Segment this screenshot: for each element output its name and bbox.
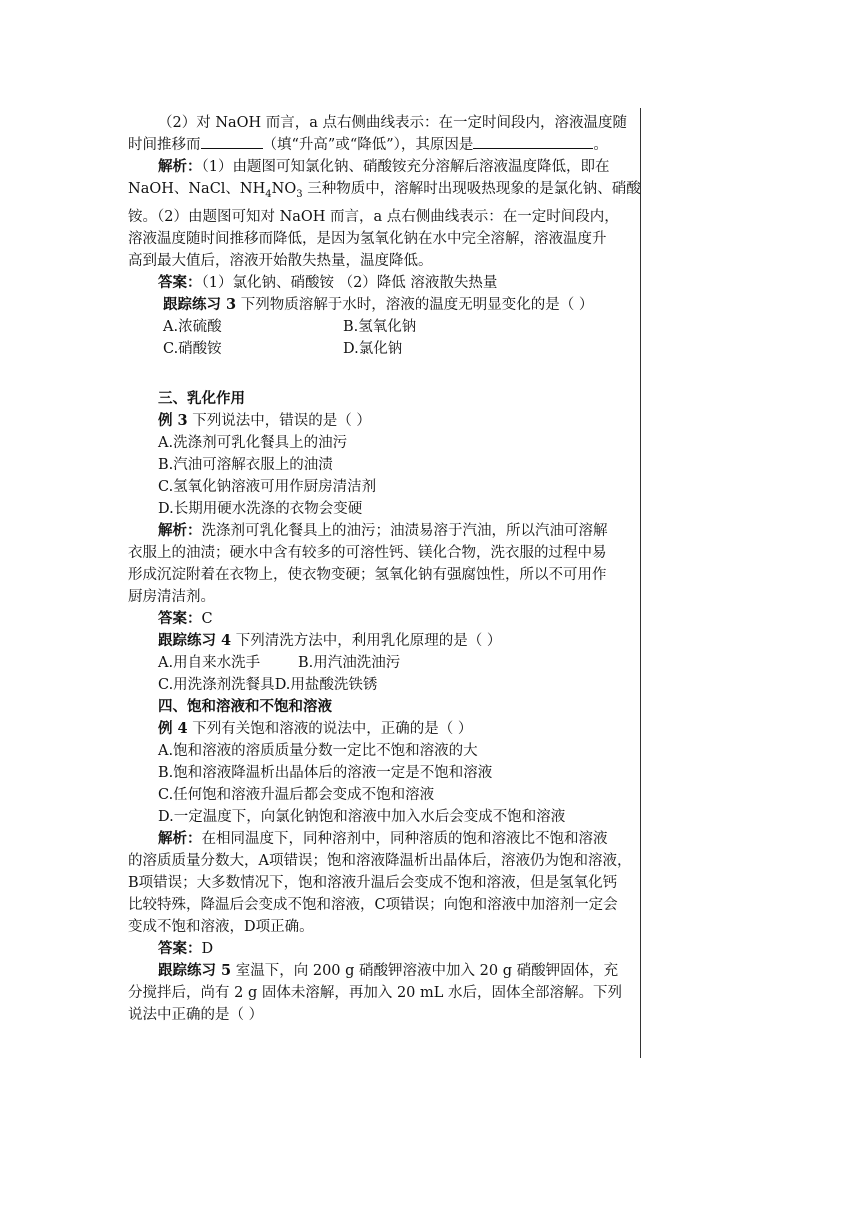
practice-4-question: 跟踪练习 4 下列清洗方法中，利用乳化原理的是（ ） (158, 631, 502, 649)
option-b: B.用汽油洗油污 (298, 654, 401, 671)
analysis-4-line-4: 比较特殊，降温后会变成不饱和溶液，C项错误；向饱和溶液中加溶剂一定会 (128, 896, 618, 913)
analysis-3-line-3: 形成沉淀附着在衣物上，使衣物变硬；氢氧化钠有强腐蚀性，所以不可用作 (128, 566, 607, 583)
section-4-heading: 四、饱和溶液和不饱和溶液 (158, 697, 332, 715)
option-a: A.浓硫酸 (163, 318, 222, 335)
example-3-option-a: A.洗涤剂可乳化餐具上的油污 (158, 434, 348, 451)
analysis-3-line-2: 衣服上的油渍；硬水中含有较多的可溶性钙、镁化合物，洗衣服的过程中易 (128, 544, 607, 561)
analysis-1-line-5: 高到最大值后，溶液开始散失热量，温度降低。 (128, 252, 433, 269)
analysis-1-line-3: 铵。（2）由题图可知对 NaOH 而言，a 点右侧曲线表示：在一定时间段内， (128, 208, 619, 225)
example-4-option-a: A.饱和溶液的溶质质量分数一定比不饱和溶液的大 (158, 742, 478, 759)
option-c: C.硝酸铵 (163, 340, 222, 357)
analysis-1-line-1: 解析：（1）由题图可知氯化钠、硝酸铵充分溶解后溶液温度降低，即在 (158, 158, 610, 175)
example-4-question: 例 4 下列有关饱和溶液的说法中，正确的是（ ） (158, 719, 473, 737)
analysis-3-line-1: 解析：洗涤剂可乳化餐具上的油污；油渍易溶于汽油，所以汽油可溶解 (158, 521, 608, 539)
option-a: A.用自来水洗手 (158, 654, 261, 671)
practice-4-options-row-2: C.用洗涤剂洗餐具D.用盐酸洗铁锈 (158, 676, 378, 693)
example-3-option-b: B.汽油可溶解衣服上的油渍 (158, 456, 333, 473)
option-d: D.氯化钠 (343, 340, 403, 357)
section-3-heading: 三、乳化作用 (158, 389, 245, 407)
answer-1: 答案：（1）氯化钠、硝酸铵 （2）降低 溶液散失热量 (158, 273, 498, 291)
example-3-option-d: D.长期用硬水洗涤的衣物会变硬 (158, 500, 363, 517)
fill-blank-1 (201, 134, 263, 149)
document-body (128, 112, 641, 1026)
analysis-3-line-4: 厨房清洁剂。 (128, 588, 215, 605)
practice-4-options-row-1 (128, 652, 636, 674)
analysis-1-line-4: 溶液温度随时间推移而降低，是因为氢氧化钠在水中完全溶解，溶液温度升 (128, 230, 607, 247)
answer-3: 答案：C (158, 609, 213, 627)
option-b: B.氢氧化钠 (343, 318, 417, 335)
analysis-4-line-5: 变成不饱和溶液，D项正确。 (128, 918, 314, 935)
analysis-4-line-1: 解析：在相同温度下，同种溶剂中，同种溶质的饱和溶液比不饱和溶液 (158, 829, 608, 847)
practice-3-options-row-2 (128, 338, 636, 360)
example-4-option-d: D.一定温度下，向氯化钠饱和溶液中加入水后会变成不饱和溶液 (158, 808, 566, 825)
example-3-option-c: C.氢氧化钠溶液可用作厨房清洁剂 (158, 478, 377, 495)
question-2-line-2: 时间推移而 （填“升高”或“降低”），其原因是 。 (128, 134, 636, 156)
analysis-1-line-2: NaOH、NaCl、$NH_4NO_3$ 三种物质中，溶解时出现吸热现象的是氯化钠、硝酸 (128, 181, 641, 200)
fill-blank-2 (473, 134, 593, 149)
example-4-option-c: C.任何饱和溶液升温后都会变成不饱和溶液 (158, 786, 435, 803)
example-4-option-b: B.饱和溶液降温析出晶体后的溶液一定是不饱和溶液 (158, 764, 493, 781)
question-2-line-1: （2）对 NaOH 而言，a 点右侧曲线表示：在一定时间段内，溶液温度随 (158, 115, 628, 131)
practice-5-line-2: 分搅拌后，尚有 2 g 固体未溶解，再加入 20 mL 水后，固体全部溶解。下列 (128, 984, 622, 1001)
practice-5-line-1: 跟踪练习 5 室温下，向 200 g 硝酸钾溶液中加入 20 g 硝酸钾固体，充 (158, 961, 619, 979)
analysis-4-line-2: 的溶质质量分数大，A项错误；饱和溶液降温析出晶体后，溶液仍为饱和溶液， (128, 852, 632, 869)
practice-5-line-3: 说法中正确的是（ ） (128, 1006, 264, 1023)
practice-3-options-row-1 (128, 316, 636, 338)
analysis-4-line-3: B项错误；大多数情况下，饱和溶液升温后会变成不饱和溶液，但是氢氧化钙 (128, 874, 618, 891)
practice-3-question: 跟踪练习 3 下列物质溶解于水时，溶液的温度无明显变化的是（ ） (163, 295, 594, 313)
example-3-question: 例 3 下列说法中，错误的是（ ） (158, 411, 371, 429)
margin-rule (640, 108, 641, 1058)
answer-4: 答案：D (158, 939, 214, 957)
